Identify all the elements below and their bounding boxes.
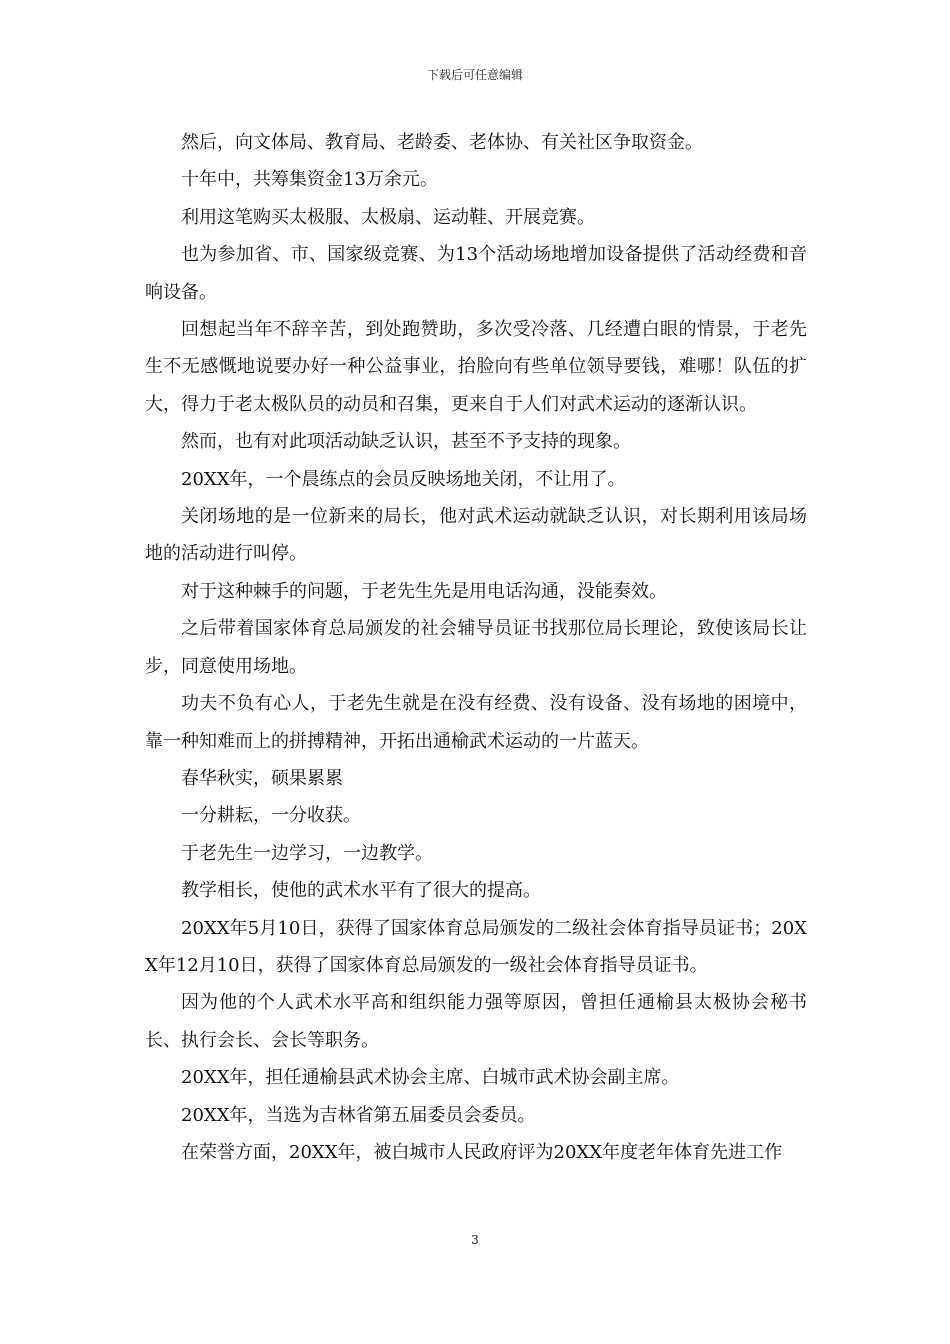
paragraph: 于老先生一边学习，一边教学。 <box>181 842 433 864</box>
paragraph: 在荣誉方面，20XX年，被白城市人民政府评为20XX年度老年体育先进工作 <box>181 1141 783 1163</box>
paragraph: 也为参加省、市、国家级竞赛、为13个活动场地增加设备提供了活动经费和音响设备。 <box>145 244 807 303</box>
paragraph: 然而，也有对此项活动缺乏认识，甚至不予支持的现象。 <box>181 431 631 453</box>
paragraph: 回想起当年不辞辛苦，到处跑赞助，多次受冷落、几经遭白眼的情景，于老先生不无感慨地说要办好一种公益事业，抬脸向有些单位领导要钱，难哪！队伍的扩大，得力于老太极队员的动员和召集，更来自于人们对武术运动的逐渐认识。 <box>145 319 807 415</box>
paragraph: 对于这种棘手的问题，于老先生先是用电话沟通，没能奏效。 <box>181 580 667 602</box>
paragraph: 20XX年，当选为吉林省第五届委员会委员。 <box>181 1104 536 1126</box>
paragraph: 关闭场地的是一位新来的局长，他对武术运动就缺乏认识，对长期利用该局场地的活动进行叫停。 <box>145 506 807 565</box>
page-header: 下载后可任意编辑 <box>426 68 523 82</box>
paragraph: 20XX年，担任通榆县武术协会主席、白城市武术协会副主席。 <box>181 1067 680 1089</box>
paragraph: 十年中，共筹集资金13万余元。 <box>181 169 438 191</box>
page-number: 3 <box>471 1233 479 1247</box>
paragraph: 20XX年，一个晨练点的会员反映场地关闭，不让用了。 <box>181 468 626 490</box>
paragraph: 教学相长，使他的武术水平有了很大的提高。 <box>181 880 541 902</box>
paragraph: 春华秋实，硕果累累 <box>181 767 343 789</box>
paragraph: 之后带着国家体育总局颁发的社会辅导员证书找那位局长理论，致使该局长让步，同意使用场地。 <box>145 618 807 677</box>
paragraph: 然后，向文体局、教育局、老龄委、老体协、有关社区争取资金。 <box>181 132 703 153</box>
paragraph: 因为他的个人武术水平高和组织能力强等原因，曾担任通榆县太极协会秘书长、执行会长、会长等职务。 <box>145 992 807 1051</box>
paragraph: 20XX年5月10日，获得了国家体育总局颁发的二级社会体育指导员证书；20XX年12月10日，获得了国家体育总局颁发的一级社会体育指导员证书。 <box>145 917 807 976</box>
paragraph: 功夫不负有心人，于老先生就是在没有经费、没有设备、没有场地的困境中，靠一种知难而上的拼搏精神，开拓出通榆武术运动的一片蓝天。 <box>145 693 807 752</box>
paragraph: 一分耕耘，一分收获。 <box>181 805 361 827</box>
document-body <box>145 124 807 1171</box>
paragraph: 利用这笔购买太极服、太极扇、运动鞋、开展竞赛。 <box>181 206 595 228</box>
